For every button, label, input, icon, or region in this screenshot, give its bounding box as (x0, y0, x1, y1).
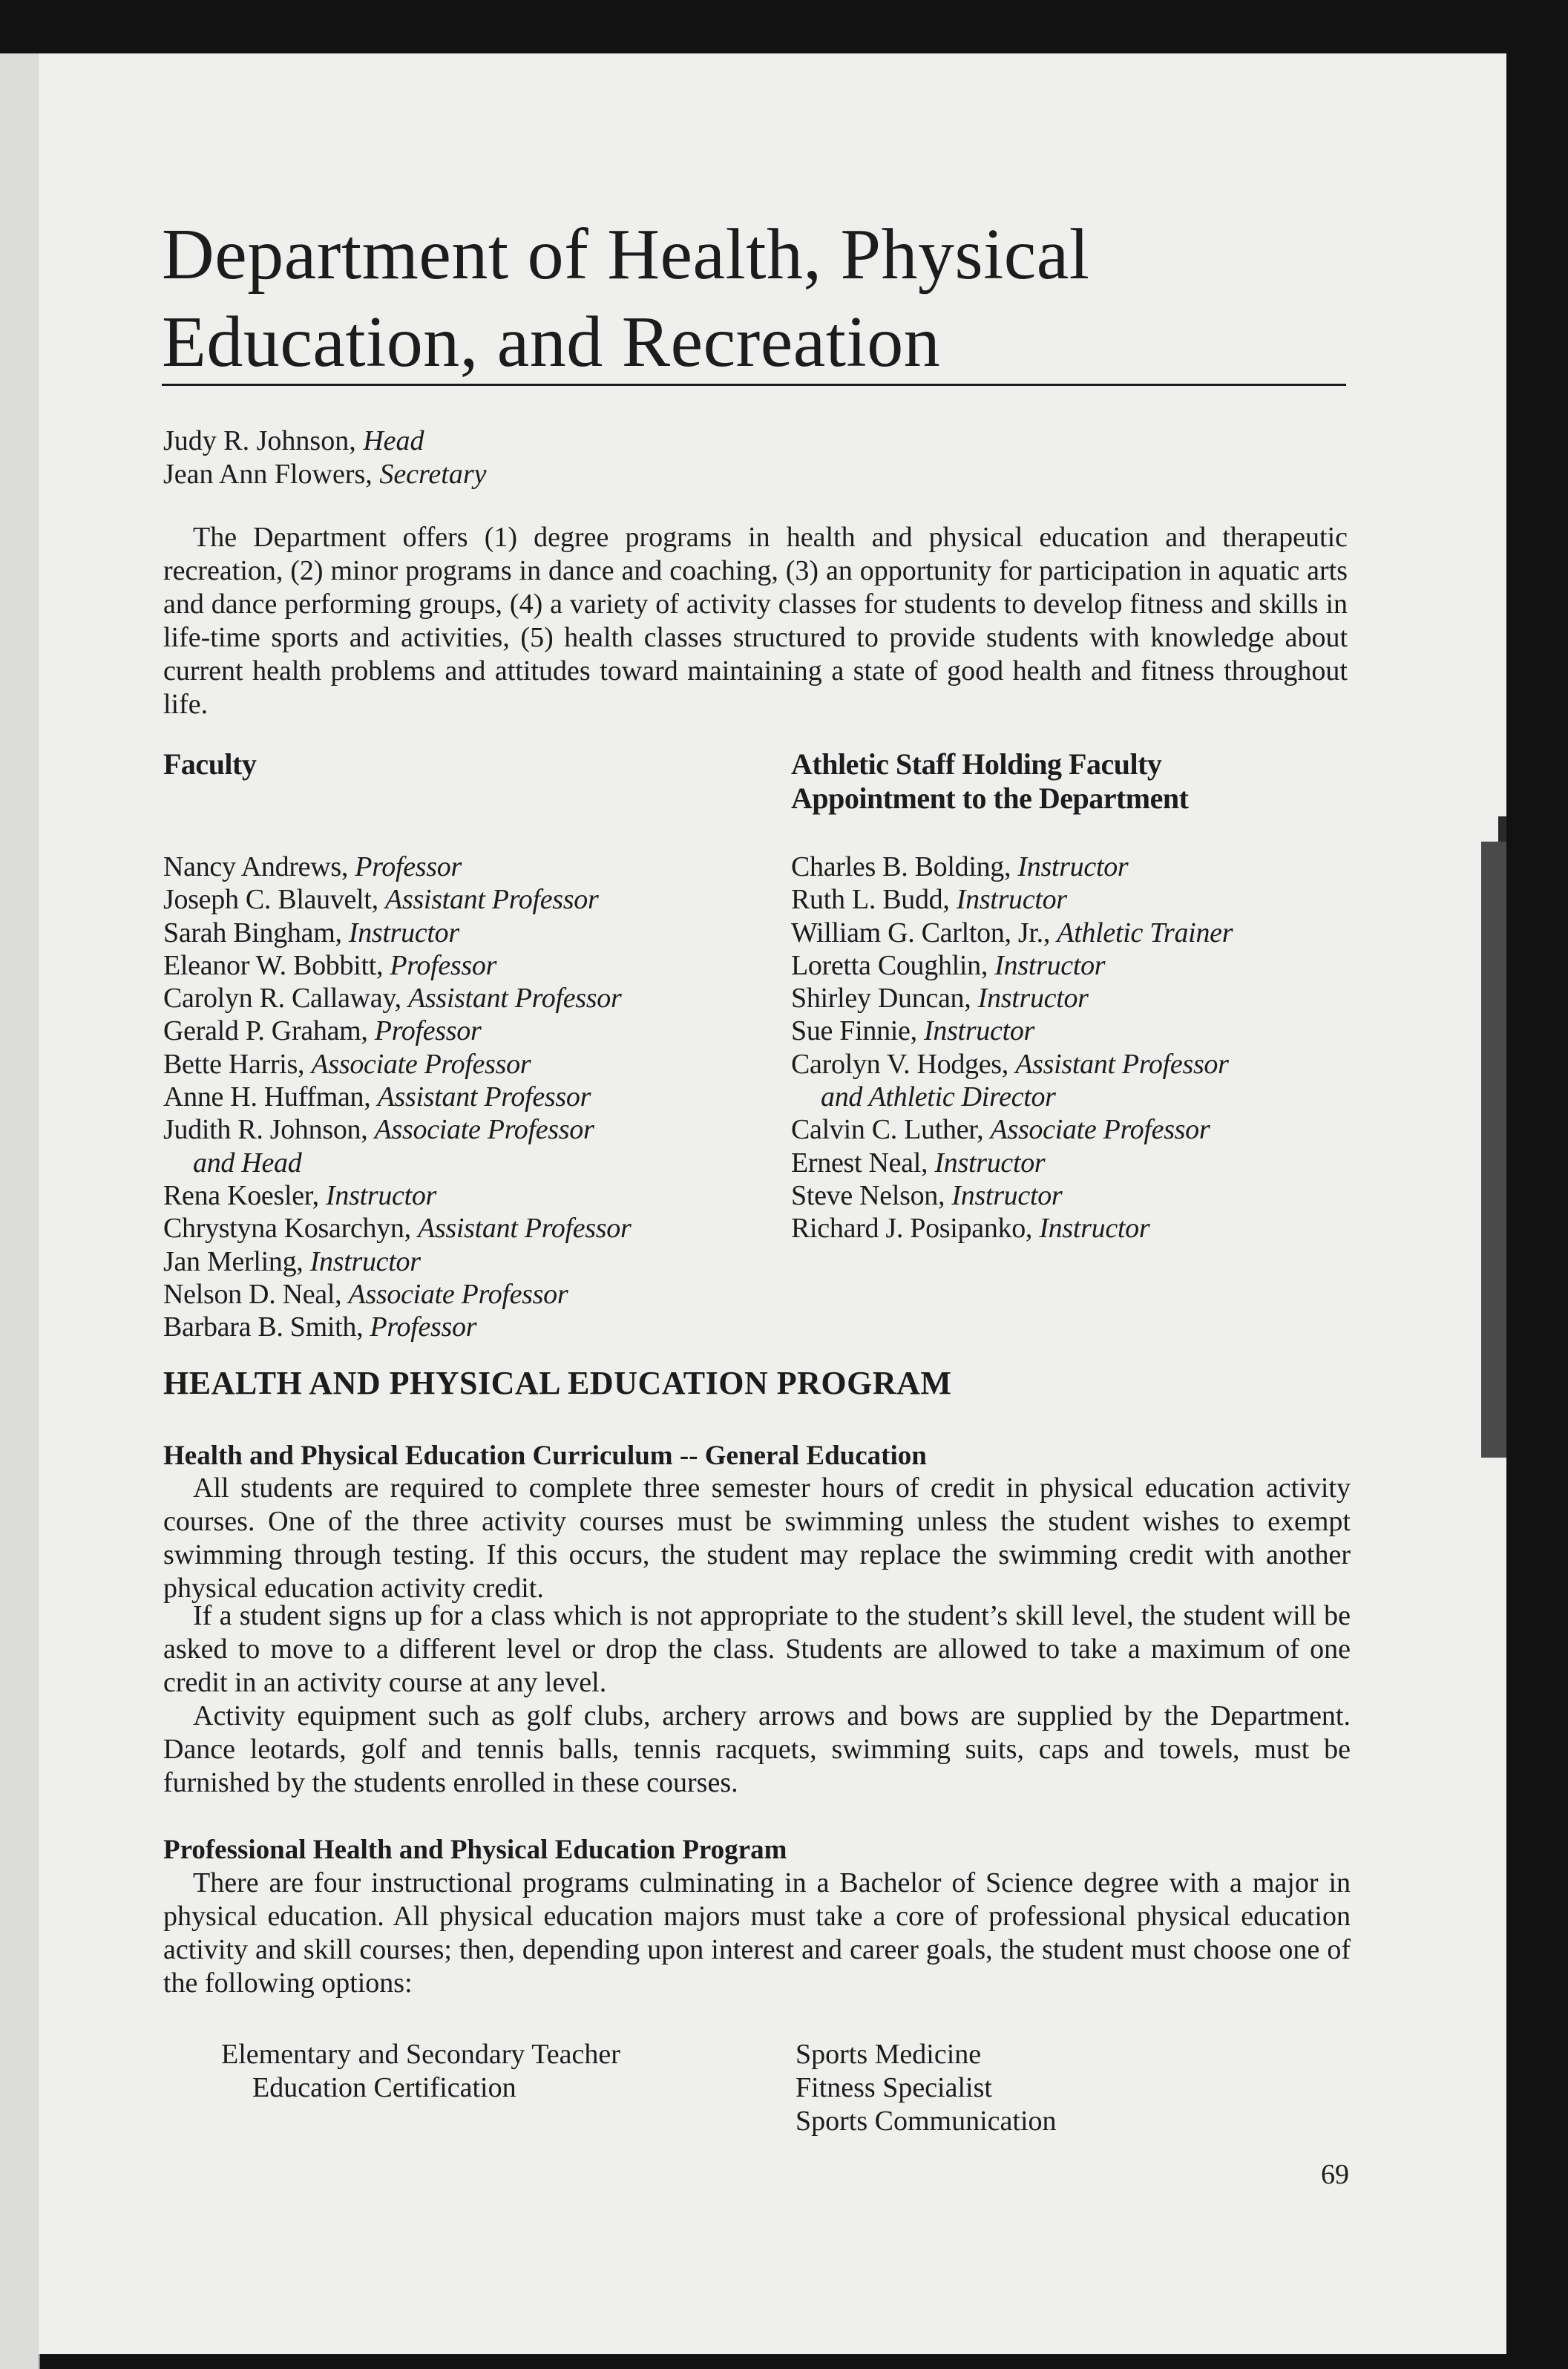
title-line-2: Education, and Recreation (162, 302, 941, 382)
previous-page-edge (0, 53, 40, 2369)
athletic-staff-list (791, 851, 1233, 1245)
staff-member: William G. Carlton, Jr., Athletic Trainer (791, 917, 1233, 948)
faculty-member: Anne H. Huffman, Assistant Professor (163, 1081, 591, 1113)
faculty-member: Nelson D. Neal, Associate Professor (163, 1278, 568, 1310)
staff-member: Ruth L. Budd, Instructor (791, 884, 1067, 916)
faculty-member: Jan Merling, Instructor (163, 1245, 421, 1277)
program-options-list (796, 2038, 1057, 2138)
staff-member: Ernest Neal, Instructor (791, 1147, 1046, 1179)
faculty-member: Rena Koesler, Instructor (163, 1179, 437, 1211)
faculty-list (163, 851, 631, 1343)
staff-member: Richard J. Posipanko, Instructor (791, 1213, 1150, 1245)
faculty-heading: Faculty (163, 747, 257, 781)
page-title (162, 211, 1349, 386)
option-item: Sports Communication (796, 2106, 1057, 2137)
staff-member: Steve Nelson, Instructor (791, 1179, 1063, 1211)
professional-program-paragraph: There are four instructional programs culminating in a Bachelor of Science degree with a major in physical education. All physical education majors must take a core of professional physical education activity and skill courses; then, depending upon interest and career goals, the student must choose one of the following options: (163, 1867, 1351, 1999)
thumb-index-tab (1481, 842, 1506, 1458)
general-education-paragraph-1: All students are required to complete three semester hours of credit in physical education activity courses. One of the three activity courses must be swimming unless the student wishes to exempt swimming through testing. If this occurs, the student may replace the swimming credit with another physical education activity credit. (163, 1472, 1351, 1604)
general-education-heading: Health and Physical Education Curriculum -- General Education (163, 1441, 927, 1471)
staff-member: Carolyn V. Hodges, Assistant Professor (791, 1048, 1229, 1080)
page-number: 69 (1321, 2159, 1349, 2190)
program-section-heading: HEALTH AND PHYSICAL EDUCATION PROGRAM (163, 1365, 952, 1401)
officer-secretary: Jean Ann Flowers, Secretary (163, 459, 487, 490)
faculty-member: Judith R. Johnson, Associate Professor (163, 1114, 594, 1146)
general-education-paragraph-3: Activity equipment such as golf clubs, archery arrows and bows are supplied by the Department. Dance leotards, golf and tennis balls, tennis racquets, swimming suits, caps and towels, must be furnished by the students enrolled in these courses. (163, 1700, 1351, 1798)
staff-member: Calvin C. Luther, Associate Professor (791, 1114, 1210, 1146)
option-item: Sports Medicine (796, 2039, 982, 2070)
faculty-member-continuation: and Head (193, 1147, 302, 1179)
intro-paragraph: The Department offers (1) degree programs in health and physical education and therapeutic recreation, (2) minor programs in dance and coaching, (3) an opportunity for participation in aquatic arts and dance performing groups, (4) a variety of activity classes for students to develop fitness and skills in life-time sports and activities, (5) health classes structured to provide students with knowledge about current health problems and attitudes toward maintaining a state of good health and fitness throughout life. (163, 522, 1348, 720)
staff-member-continuation: and Athletic Director (821, 1081, 1056, 1113)
faculty-member: Eleanor W. Bobbitt, Professor (163, 949, 497, 981)
faculty-member: Chrystyna Kosarchyn, Assistant Professor (163, 1213, 632, 1245)
title-divider (162, 384, 1346, 386)
general-education-paragraph-2: If a student signs up for a class which is not appropriate to the student’s skill level, the student will be asked to move to a different level or drop the class. Students are allowed to take a maximum of one credit in an activity course at any level. (163, 1600, 1351, 1698)
officer-head: Judy R. Johnson, Head (163, 425, 424, 456)
staff-member: Loretta Coughlin, Instructor (791, 949, 1106, 981)
title-line-1: Department of Health, Physical (162, 214, 1090, 295)
option-item: Fitness Specialist (796, 2072, 992, 2103)
staff-member: Sue Finnie, Instructor (791, 1015, 1035, 1047)
faculty-member: Bette Harris, Associate Professor (163, 1048, 531, 1080)
athletic-staff-heading: Athletic Staff Holding Faculty Appointment to the Department (791, 747, 1189, 815)
faculty-member: Nancy Andrews, Professor (163, 851, 462, 882)
faculty-member: Sarah Bingham, Instructor (163, 917, 459, 948)
index-tab-notch (1498, 816, 1506, 842)
faculty-member: Joseph C. Blauvelt, Assistant Professor (163, 884, 599, 916)
faculty-member: Carolyn R. Callaway, Assistant Professor (163, 983, 622, 1015)
staff-member: Shirley Duncan, Instructor (791, 983, 1089, 1015)
option-teacher-certification: Elementary and Secondary Teacher Education Certification (221, 2039, 620, 2103)
professional-program-heading: Professional Health and Physical Education Program (163, 1835, 787, 1865)
staff-member: Charles B. Bolding, Instructor (791, 851, 1129, 882)
department-officers (163, 425, 487, 491)
faculty-member: Barbara B. Smith, Professor (163, 1311, 477, 1343)
faculty-member: Gerald P. Graham, Professor (163, 1015, 482, 1047)
